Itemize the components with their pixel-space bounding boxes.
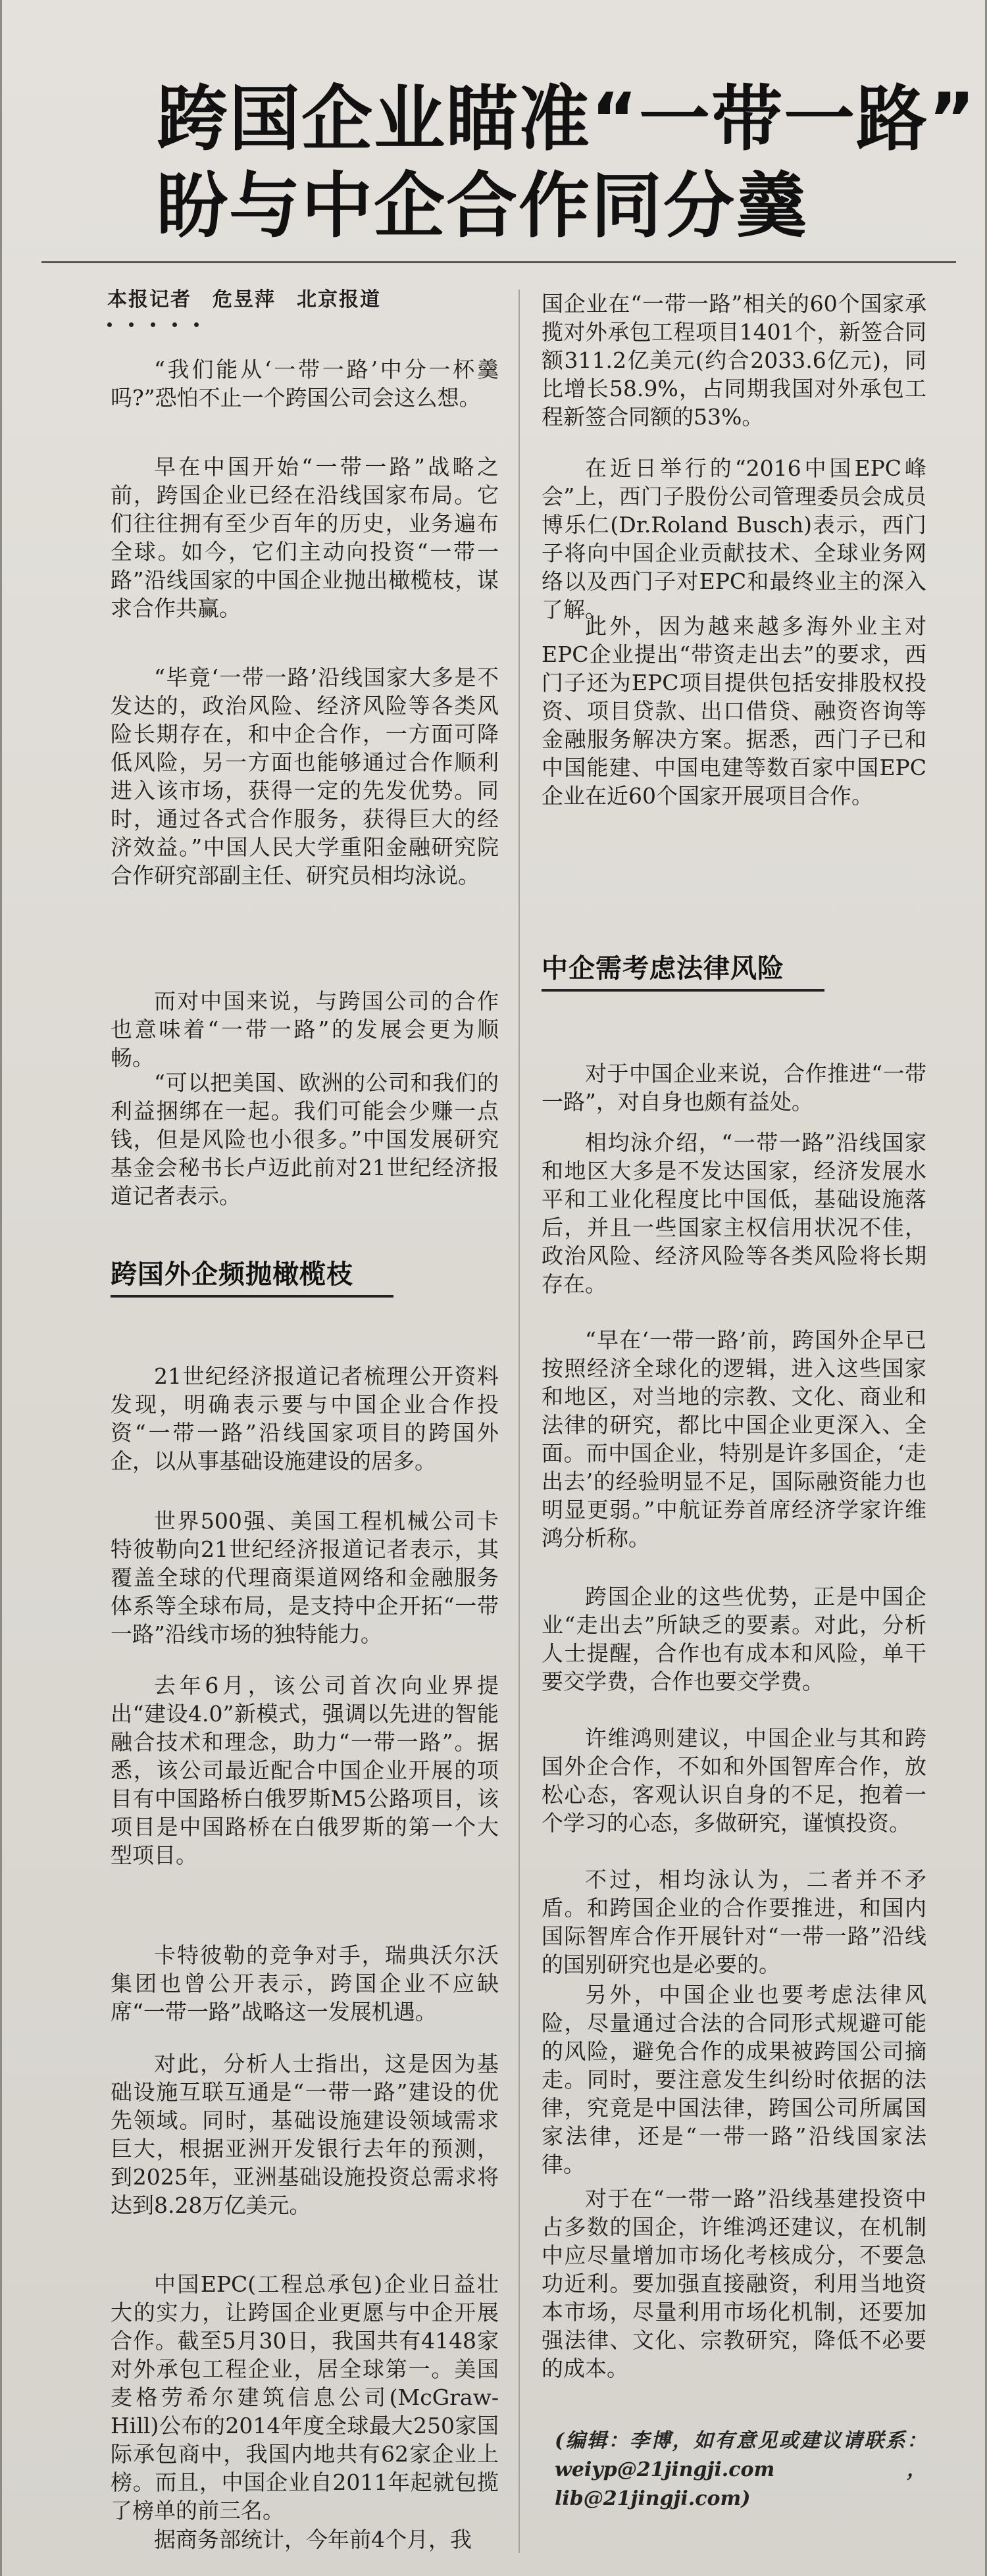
right-paragraph-3: 此外，因为越来越多海外业主对EPC企业提出“带资走出去”的要求，西门子还为EPC项目提供包括安排股权投资、项目贷款、出口借贷、融资咨询等金融服务解决方案。据悉，西门子已和中国能建、中国电建等数百家中国EPC企业在近60个国家开展项目合作。 — [542, 613, 926, 809]
left-paragraph-7: 世界500强、美国工程机械公司卡特彼勒向21世纪经济报道记者表示，其覆盖全球的代理商渠道网络和金融服务体系等全球布局，是支持中企开拓“一带一路”沿线市场的独特能力。 — [111, 1508, 499, 1647]
right-paragraph-2: 在近日举行的“2016中国EPC峰会”上，西门子股份公司管理委员会成员博乐仁(Dr.Roland Busch)表示，西门子将向中国企业贡献技术、全球业务网络以及西门子对EPC和最终业主的深入了解。 — [542, 455, 926, 622]
left-paragraph-5: “可以把美国、欧洲的公司和我们的利益捆绑在一起。我们可能会少赚一点钱，但是风险也小很多。”中国发展研究基金会秘书长卢迈此前对21世纪经济报道记者表示。 — [111, 1070, 499, 1209]
left-paragraph-4: 而对中国来说，与跨国公司的合作也意味着“一带一路”的发展会更为顺畅。 — [111, 988, 499, 1071]
left-paragraph-12: 据商务部统计，今年前4个月，我 — [154, 2527, 472, 2552]
right-paragraph-11: 对于在“一带一路”沿线基建投资中占多数的国企，许维鸿还建议，在机制中应尽量增加市场化考核成分，不要急功近利。要加强直接融资，利用当地资本市场，尽量利用市场化机制，还要加强法律、文化、宗教研究，降低不必要的成本。 — [542, 2186, 926, 2381]
left-subhead-rule — [111, 1295, 393, 1298]
headline-line-2: 盼与中企合作同分羹 — [157, 165, 809, 247]
column-divider — [519, 290, 520, 2553]
right-paragraph-6: “早在‘一带一路’前，跨国外企早已按照经济全球化的逻辑，进入这些国家和地区，对当地的宗教、文化、商业和法律的研究，都比中国企业更深入、全面。而中国企业，特别是许多国企，‘走出去’的经验明显不足，国际融资能力也明显更弱。”中航证券首席经济学家许维鸿分析称。 — [542, 1327, 926, 1551]
left-paragraph-3: “毕竟‘一带一路’沿线国家大多是不发达的，政治风险、经济风险等各类风险长期存在，和中企合作，一方面可降低风险，另一方面也能够通过合作顺利进入该市场，获得一定的先发优势。同时，通过各式合作服务，获得巨大的经济效益。”中国人民大学重阳金融研究院合作研究部副主任、研究员相均泳说。 — [111, 665, 499, 888]
byline: 本报记者 危昱萍 北京报道 — [107, 288, 381, 311]
headline-block — [41, 26, 976, 263]
right-subhead-rule — [542, 989, 824, 992]
left-paragraph-8: 去年6月，该公司首次向业界提出“建设4.0”新模式，强调以先进的智能融合技术和理念，助力“一带一路”。据悉，该公司最近配合中国企业开展的项目有中国路桥白俄罗斯M5公路项目，该项目是中国路桥在白俄罗斯的第一个大型项目。 — [111, 1673, 499, 1868]
right-paragraph-9: 不过，相均泳认为，二者并不矛盾。和跨国企业的合作要推进，和国内国际智库合作开展针对“一带一路”沿线的国别研究也是必要的。 — [542, 1867, 926, 1977]
editor-note: (编辑：李博，如有意见或建议请联系：weiyp@21jingji.com，lib@21jingji.com) — [555, 2429, 926, 2510]
byline-block — [107, 283, 476, 329]
left-paragraph-2: 早在中国开始“一带一路”战略之前，跨国企业已经在沿线国家布局。它们往往拥有至少百年的历史，业务遍布全球。如今，它们主动向投资“一带一路”沿线国家的中国企业抛出橄榄枝，谋求合作共赢。 — [111, 454, 499, 621]
left-paragraph-11: 中国EPC(工程总承包)企业日益壮大的实力，让跨国企业更愿与中企开展合作。截至5月30日，我国共有4148家对外承包工程企业，居全球第一。美国麦格劳希尔建筑信息公司(McGraw-Hill)公布的2014年度全球最大250家国际承包商中，我国内地共有62家企业上榜。而且，中国企业自2011年起就包揽了榜单的前三名。 — [111, 2271, 499, 2523]
right-paragraph-8: 许维鸿则建议，中国企业与其和跨国外企合作，不如和外国智库合作，放松心态，客观认识自身的不足，抱着一个学习的心态，多做研究，谨慎投资。 — [542, 1725, 926, 1836]
left-paragraph-1: “我们能从‘一带一路’中分一杯羹吗?”恐怕不止一个跨国公司会这么想。 — [111, 357, 499, 411]
right-paragraph-5: 相均泳介绍，“一带一路”沿线国家和地区大多是不发达国家，经济发展水平和工业化程度比中国低，基础设施落后，并且一些国家主权信用状况不佳，政治风险、经济风险等各类风险将长期存在。 — [542, 1130, 926, 1297]
left-subhead: 跨国外企频抛橄榄枝 — [111, 1259, 353, 1290]
right-paragraph-1: 国企业在“一带一路”相关的60个国家承揽对外承包工程项目1401个，新签合同额311.2亿美元(约合2033.6亿元)，同比增长58.9%，占同期我国对外承包工程新签合同额的53%。 — [542, 291, 926, 430]
headline-line-1: 跨国企业瞄准“一带一路” — [157, 78, 976, 161]
right-subhead: 中企需考虑法律风险 — [542, 953, 784, 984]
right-paragraph-4: 对于中国企业来说，合作推进“一带一路”，对自身也颇有益处。 — [542, 1061, 926, 1115]
left-paragraph-10: 对此，分析人士指出，这是因为基础设施互联互通是“一带一路”建设的优先领域。同时，基础设施建设领域需求巨大，根据亚洲开发银行去年的预测，到2025年，亚洲基础设施投资总需求将达到8.28万亿美元。 — [111, 2051, 499, 2218]
left-paragraph-6: 21世纪经济报道记者梳理公开资料发现，明确表示要与中国企业合作投资“一带一路”沿线国家项目的跨国外企，以从事基础设施建设的居多。 — [111, 1363, 499, 1474]
byline-dots — [107, 317, 239, 324]
left-paragraph-9: 卡特彼勒的竞争对手，瑞典沃尔沃集团也曾公开表示，跨国企业不应缺席“一带一路”战略这一发展机遇。 — [111, 1942, 499, 2025]
right-paragraph-7: 跨国企业的这些优势，正是中国企业“走出去”所缺乏的要素。对此，分析人士提醒，合作也有成本和风险，单干要交学费，合作也要交学费。 — [542, 1584, 926, 1694]
right-paragraph-10: 另外，中国企业也要考虑法律风险，尽量通过合法的合同形式规避可能的风险，避免合作的成果被跨国公司摘走。同时，要注意发生纠纷时依据的法律，究竟是中国法律，跨国公司所属国家法律，还是“一带一路”沿线国家法律。 — [542, 1982, 926, 2177]
